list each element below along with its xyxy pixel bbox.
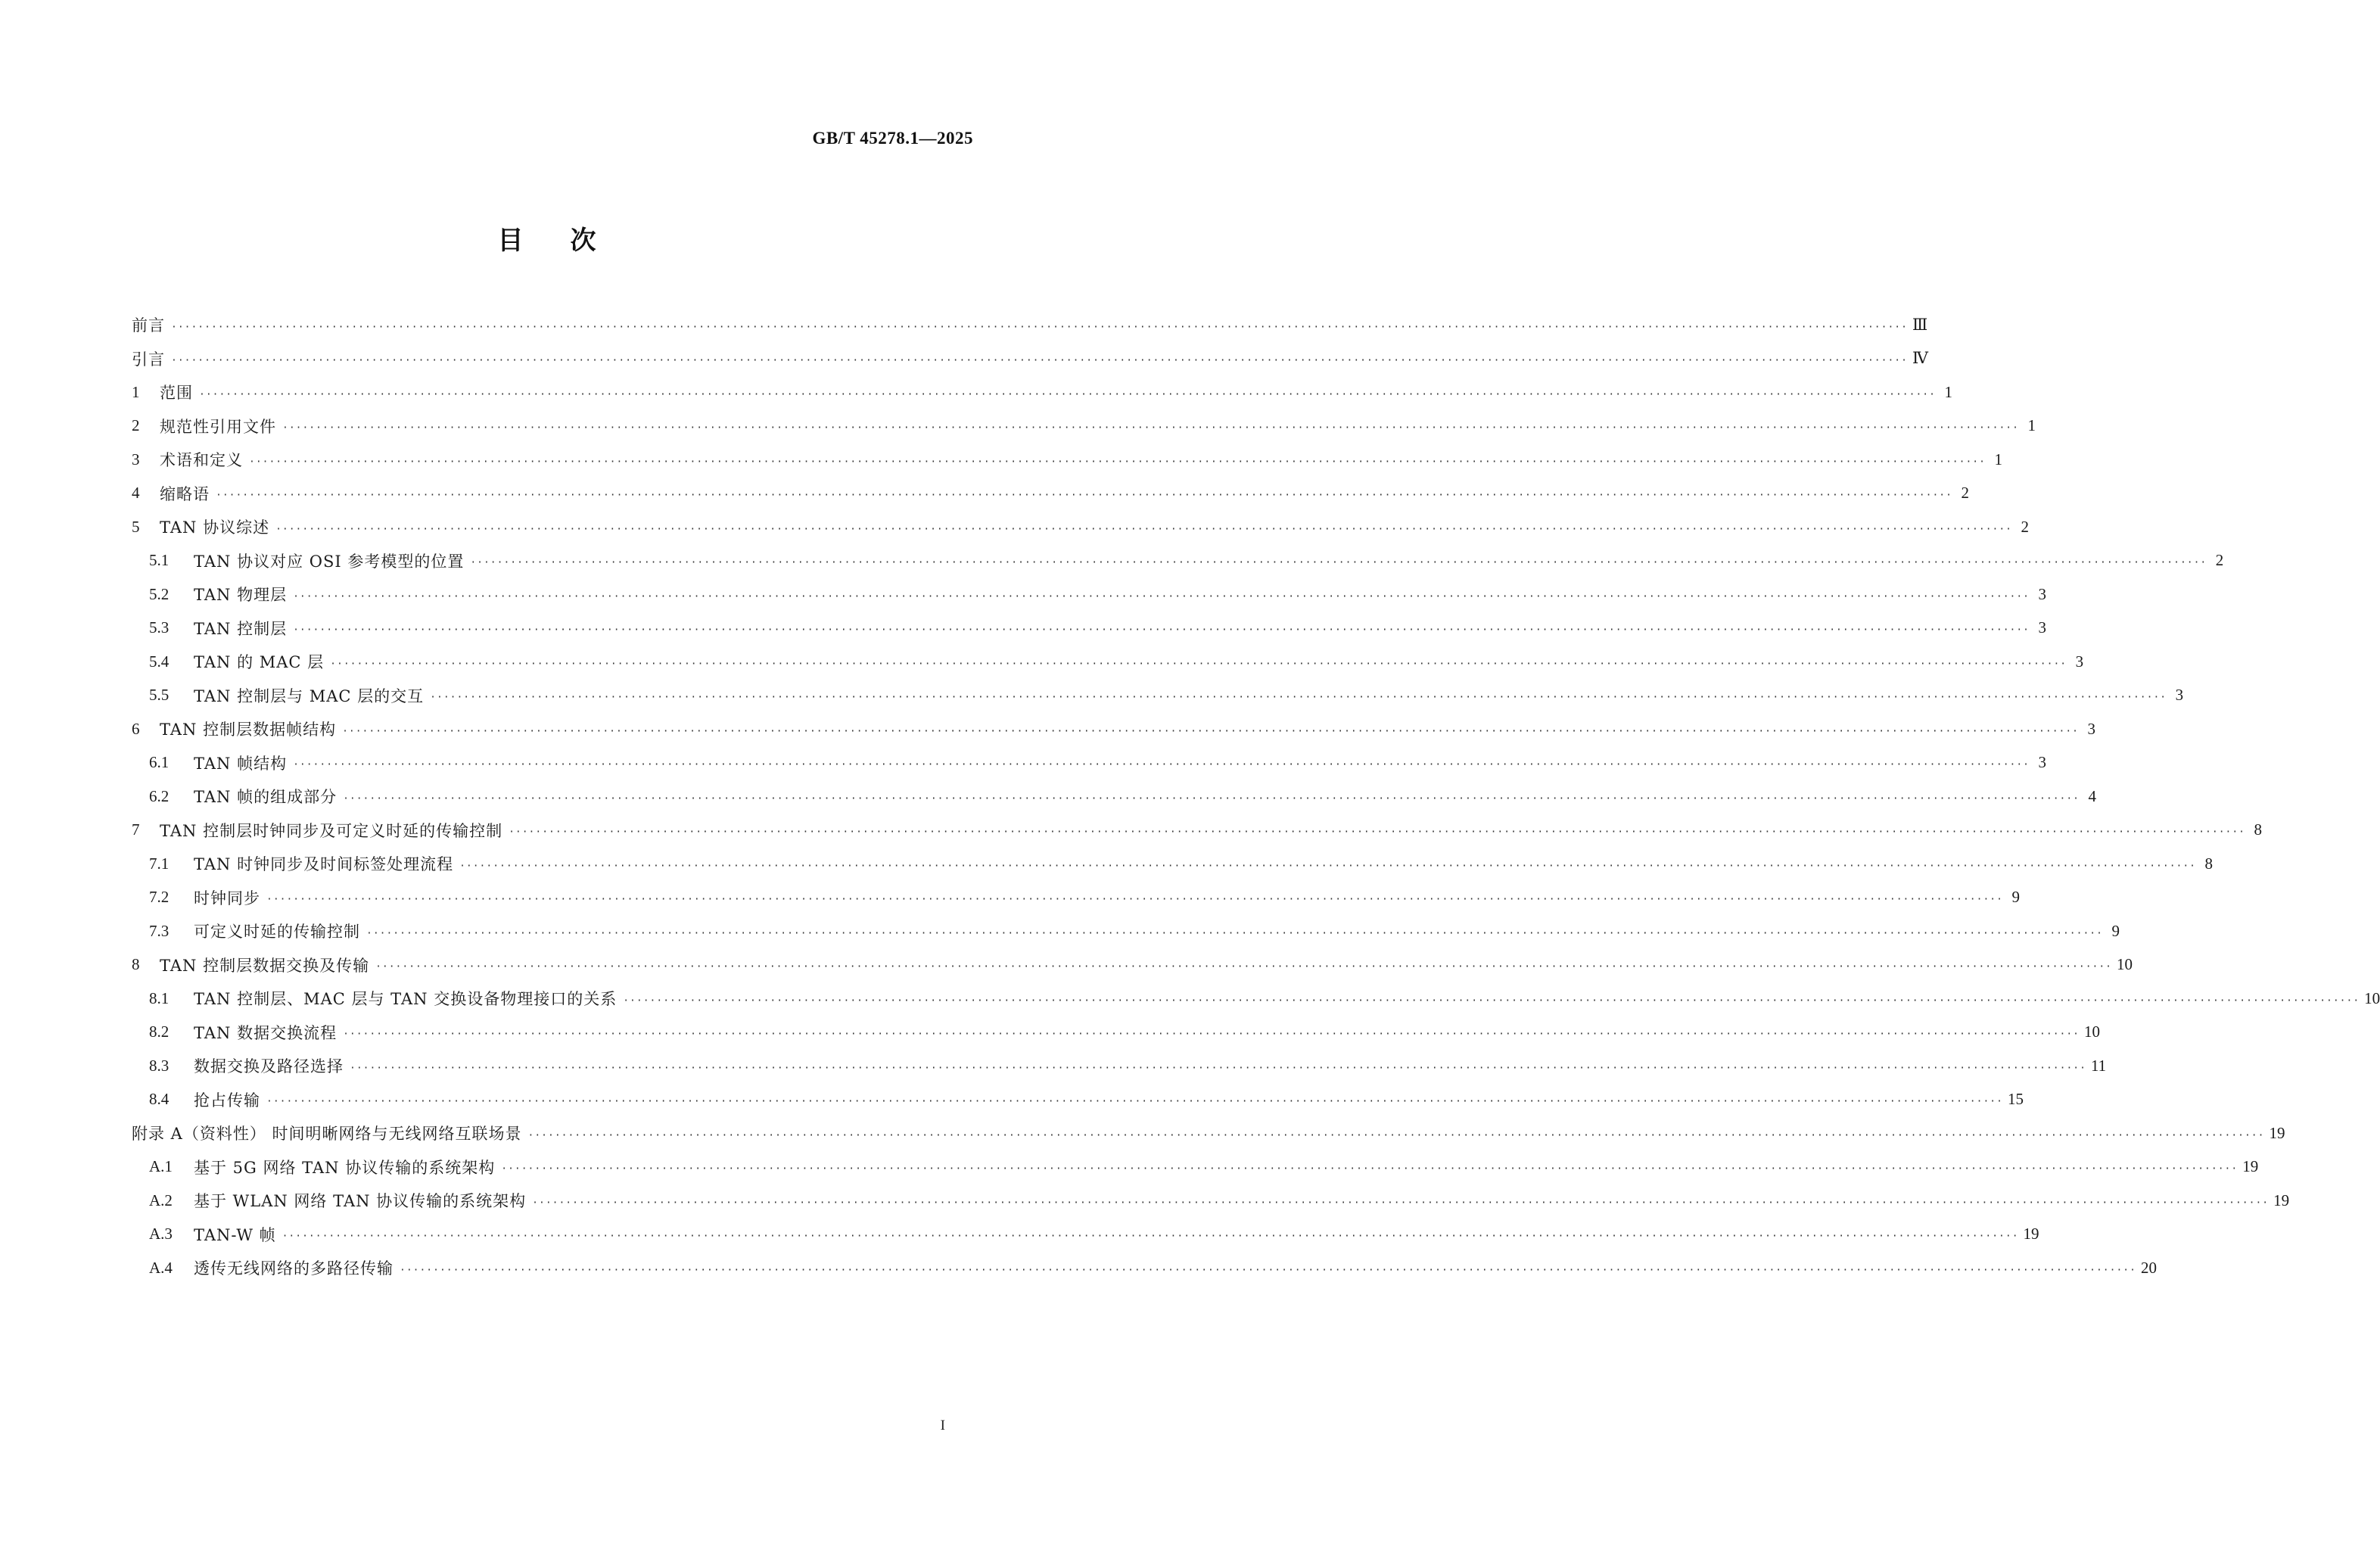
toc-entry[interactable] [132,1016,2101,1050]
toc-entry[interactable] [132,1049,2107,1083]
toc-entry-number: A.1 [149,1157,173,1176]
toc-entry-label: 时钟同步 [194,889,260,907]
toc-entry-label: TAN 协议对应 OSI 参考模型的位置 [194,552,465,571]
toc-entry-number: 7 [132,820,140,839]
toc-entry[interactable] [132,1150,2259,1184]
dot-leader: ···································································································································································································································································· [350,1062,2086,1074]
toc-entry-label: 透传无线网络的多路径传输 [194,1259,394,1278]
dot-leader: ···································································································································································································································································· [623,994,2360,1007]
toc-entry-label: TAN 控制层数据帧结构 [160,721,337,739]
toc-entry[interactable] [132,1116,2285,1150]
toc-entry-page: 8 [2254,820,2263,839]
toc-entry-page: 2 [2021,517,2030,536]
toc-entry[interactable] [132,712,2096,746]
toc-entry-number: 4 [132,484,140,503]
table-of-contents [132,308,2380,1285]
toc-entry-number: 8.3 [149,1056,170,1075]
dot-leader: ···································································································································································································································································· [532,1197,2270,1209]
dot-leader: ···································································································································································································································································· [375,961,2113,973]
toc-entry-page: Ⅳ [1912,349,1928,368]
toc-entry-label: 附录 A（资料性） 时间明晰网络与无线网络互联场景 [132,1125,522,1144]
toc-entry-label: 数据交换及路径选择 [194,1057,344,1076]
toc-entry-page: 2 [2215,551,2224,570]
toc-entry-number: 8.2 [149,1023,170,1041]
toc-entry-label: TAN 控制层、MAC 层与 TAN 交换设备物理接口的关系 [194,990,618,1009]
toc-entry-label: TAN 控制层与 MAC 层的交互 [194,686,425,705]
toc-entry-page: 10 [2084,1023,2101,1041]
toc-entry-page: 11 [2090,1056,2107,1075]
toc-entry-label: 基于 WLAN 网络 TAN 协议传输的系统架构 [194,1192,527,1211]
toc-entry-page: 3 [2075,652,2084,671]
document-code: GB/T 45278.1—2025 [812,129,973,148]
toc-entry[interactable] [132,1218,2039,1252]
toc-entry-page: 10 [2117,955,2133,974]
toc-entry[interactable] [132,746,2047,780]
toc-entry-label: TAN 帧结构 [194,754,288,773]
dot-leader: ···································································································································································································································································· [509,826,2246,839]
toc-title: 目次 [497,226,643,256]
toc-entry-page: 19 [2269,1123,2285,1142]
dot-leader: ···································································································································································································································································· [293,759,2030,771]
toc-entry-number: 6 [132,719,140,738]
toc-entry-page: 15 [2007,1090,2024,1109]
toc-entry-number: 8.4 [149,1090,170,1109]
dot-leader: ···································································································································································································································································· [266,1096,2003,1108]
toc-entry[interactable] [132,679,2184,713]
toc-entry[interactable] [132,443,2002,477]
dot-leader: ···································································································································································································································································· [171,355,1908,367]
toc-entry-number: A.4 [149,1258,173,1277]
toc-entry-page: 1 [1944,382,1952,401]
toc-entry-number: A.2 [149,1191,173,1209]
toc-entry-page: 3 [2175,686,2184,705]
dot-leader: ···································································································································································································································································· [343,1029,2080,1041]
toc-entry[interactable] [132,780,2097,814]
toc-entry-number: 8 [132,955,140,974]
toc-entry-number: 2 [132,416,140,435]
toc-entry-label: TAN 控制层 [194,619,288,638]
toc-entry-page: 1 [1994,450,2002,468]
toc-entry-page: 1 [2027,416,2036,435]
toc-entry-label: 规范性引用文件 [160,417,276,436]
toc-entry-label: TAN 物理层 [194,586,288,605]
toc-entry-page: 10 [2364,988,2380,1007]
dot-leader: ···································································································································································································································································· [199,388,1936,400]
toc-entry-number: 6.1 [149,753,170,772]
toc-entry-label: 范围 [160,384,193,403]
toc-entry-page: 19 [2242,1157,2259,1176]
dot-leader: ···································································································································································································································································· [343,792,2080,805]
toc-entry-label: 引言 [132,350,165,369]
toc-entry-label: 可定义时延的传输控制 [194,923,360,942]
toc-entry-page: 19 [2273,1191,2290,1209]
dot-leader: ···································································································································································································································································· [249,456,1986,468]
toc-entry-number: 5.2 [149,584,170,603]
toc-entry-page: 3 [2087,719,2096,738]
toc-entry[interactable] [132,1251,2157,1285]
toc-entry[interactable] [132,612,2047,646]
dot-leader: ···································································································································································································································································· [470,557,2207,569]
toc-entry[interactable] [132,1083,2024,1117]
dot-leader: ···································································································································································································································································· [459,860,2197,872]
dot-leader: ···································································································································································································································································· [216,490,1952,502]
toc-entry-number: 8.1 [149,988,170,1007]
toc-entry[interactable] [132,982,2380,1016]
toc-entry-label: TAN 帧的组成部分 [194,788,338,807]
toc-entry-page: 9 [2111,921,2120,940]
toc-entry[interactable] [132,544,2224,578]
toc-entry[interactable] [132,1184,2290,1218]
toc-entry[interactable] [132,577,2047,612]
dot-leader: ···································································································································································································································································· [293,624,2030,637]
toc-entry-number: 5.5 [149,686,170,705]
toc-entry-label: 基于 5G 网络 TAN 协议传输的系统架构 [194,1158,496,1177]
toc-entry-label: TAN-W 帧 [194,1225,276,1244]
toc-entry[interactable] [132,342,1928,376]
toc-entry-label: 前言 [132,316,165,335]
toc-entry-page: 3 [2038,753,2047,772]
dot-leader: ···································································································································································································································································· [266,894,2003,906]
toc-entry[interactable] [132,914,2120,948]
toc-entry-label: TAN 的 MAC 层 [194,653,325,672]
toc-entry-number: 7.3 [149,921,170,940]
toc-entry-number: 1 [132,382,140,401]
dot-leader: ···································································································································································································································································· [366,927,2103,939]
toc-entry-number: 6.2 [149,786,170,805]
toc-entry-number: 3 [132,450,140,468]
dot-leader: ···································································································································································································································································· [282,422,2019,434]
dot-leader: ···································································································································································································································································· [342,725,2080,737]
toc-entry[interactable] [132,477,1969,511]
toc-entry-page: 3 [2038,584,2047,603]
toc-entry-label: TAN 控制层数据交换及传输 [160,956,370,975]
toc-entry[interactable] [132,375,1952,409]
toc-entry[interactable] [132,948,2133,982]
toc-entry[interactable] [132,409,2036,444]
toc-entry-page: 20 [2140,1258,2157,1277]
toc-entry[interactable] [132,881,2020,915]
toc-entry-label: 术语和定义 [160,451,243,470]
toc-entry-page: 8 [2204,854,2214,873]
dot-leader: ···································································································································································································································································· [501,1163,2238,1175]
toc-entry[interactable] [132,645,2084,679]
toc-entry[interactable] [132,847,2214,881]
toc-entry-page: 19 [2023,1225,2039,1244]
toc-entry[interactable] [132,510,2030,544]
toc-entry-label: TAN 数据交换流程 [194,1023,338,1042]
toc-entry[interactable] [132,814,2263,848]
dot-leader: ···································································································································································································································································· [400,1264,2136,1276]
toc-entry-number: 5.3 [149,618,170,637]
toc-entry-number: 5.4 [149,652,170,671]
dot-leader: ···································································································································································································································································· [171,321,1908,333]
dot-leader: ···································································································································································································································································· [293,590,2030,602]
dot-leader: ···································································································································································································································································· [282,1231,2019,1243]
toc-entry-page: 9 [2011,888,2020,907]
toc-entry-page: 4 [2088,786,2097,805]
dot-leader: ···································································································································································································································································· [275,523,2013,535]
toc-entry-number: A.3 [149,1225,173,1244]
toc-entry-number: 7.1 [149,854,170,873]
dot-leader: ···································································································································································································································································· [527,1129,2265,1141]
toc-entry-label: 缩略语 [160,484,210,503]
toc-entry-label: 抢占传输 [194,1091,260,1110]
toc-entry-label: TAN 控制层时钟同步及可定义时延的传输控制 [160,821,503,840]
toc-entry-number: 5 [132,517,140,536]
toc-entry-number: 5.1 [149,551,170,570]
toc-entry-page: 3 [2038,618,2047,637]
toc-entry[interactable] [132,308,1928,342]
toc-entry-label: TAN 时钟同步及时间标签处理流程 [194,855,454,874]
toc-entry-label: TAN 协议综述 [160,518,270,537]
dot-leader: ···································································································································································································································································· [430,692,2167,704]
page-number: I [940,1418,945,1433]
toc-entry-number: 7.2 [149,888,170,907]
toc-entry-page: Ⅲ [1912,315,1928,334]
toc-entry-page: 2 [1961,484,1969,503]
dot-leader: ···································································································································································································································································· [330,658,2067,670]
